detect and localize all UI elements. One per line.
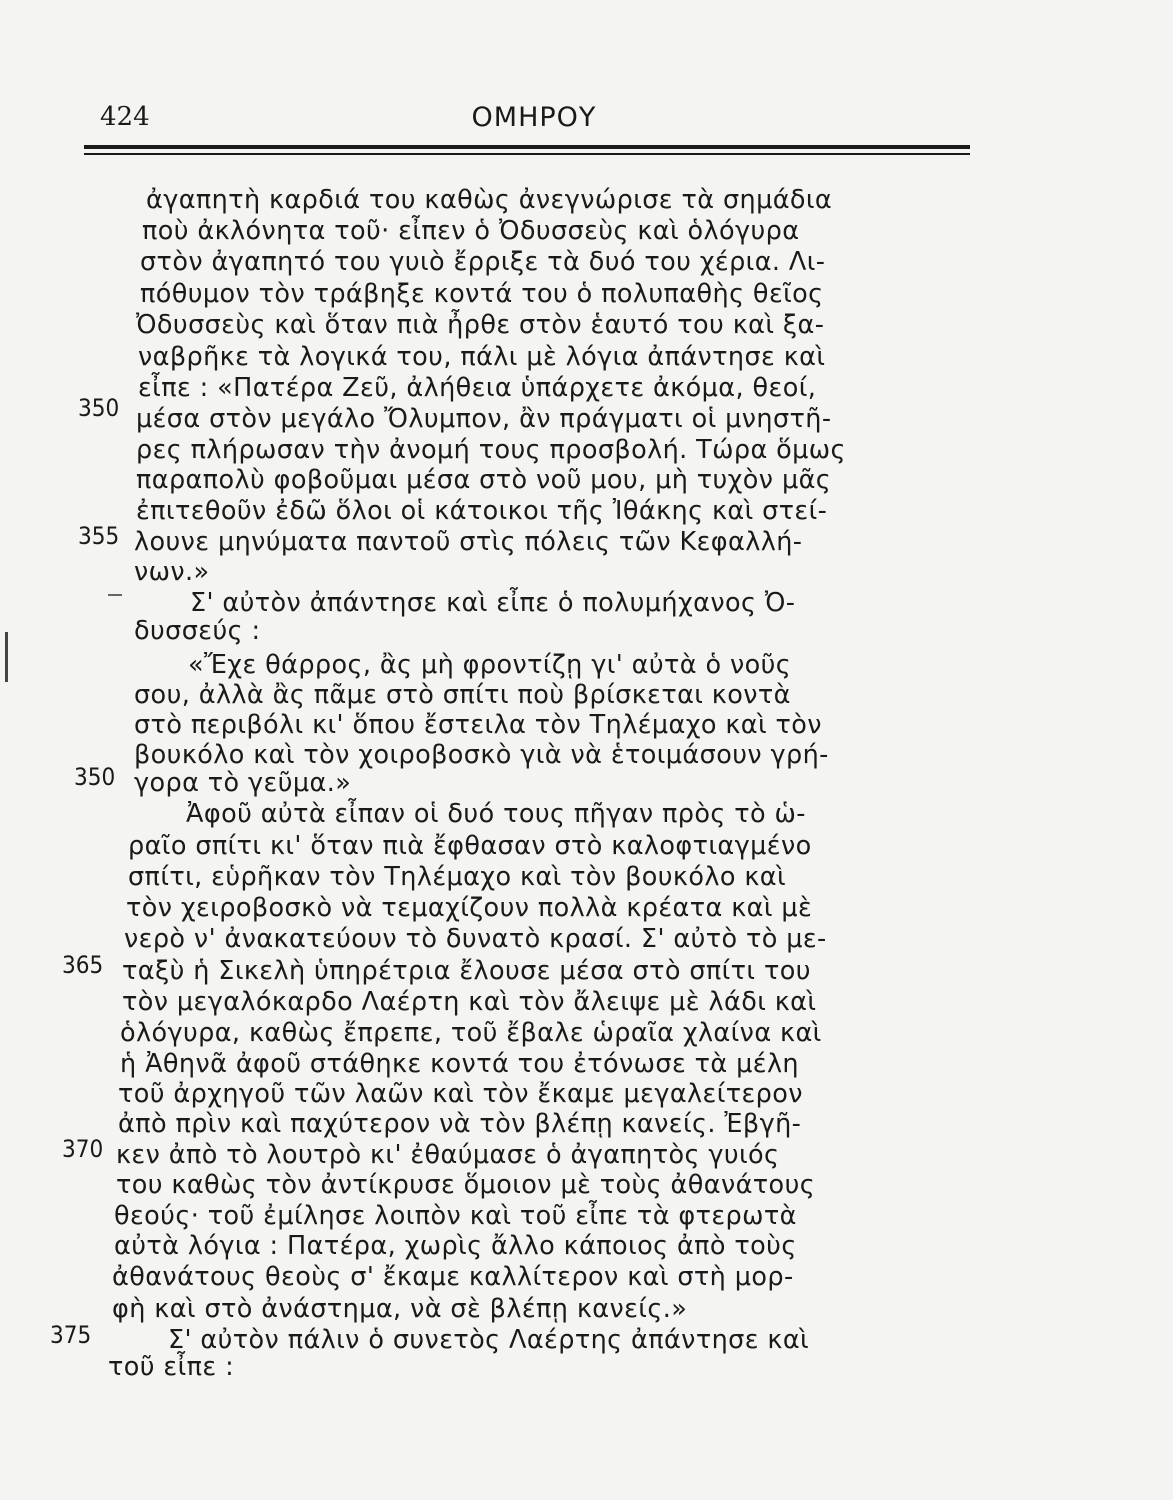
text-line: μέσα στὸν μεγάλο Ὄλυμπον, ἂν πράγματι οἱ μνηστῆ- — [136, 404, 832, 434]
text-line: ἐπιτεθοῦν ἐδῶ ὅλοι οἱ κάτοικοι τῆς Ἰθάκης καὶ στεί- — [136, 496, 828, 526]
text-line: τοῦ ἀρχηγοῦ τῶν λαῶν καὶ τὸν ἔκαμε μεγαλείτερον — [118, 1079, 803, 1109]
text-line: εἶπε : «Πατέρα Ζεῦ, ἀλήθεια ὑπάρχετε ἀκόμα, θεοί, — [138, 373, 817, 403]
text-line: ποὺ ἀκλόνητα τοῦ· εἶπεν ὁ Ὀδυσσεὺς καὶ ὁλόγυρα — [142, 216, 800, 246]
text-line: ταξὺ ἡ Σικελὴ ὑπηρέτρια ἔλουσε μέσα στὸ σπίτι του — [122, 956, 811, 986]
text-line: κεν ἀπὸ τὸ λουτρὸ κι' ἐθαύμασε ὁ ἀγαπητὸς γυιός — [116, 1140, 780, 1170]
text-line: ραῖο σπίτι κι' ὅταν πιὰ ἔφθασαν στὸ καλοφτιαγμένο — [128, 831, 812, 861]
text-line: ἀθανάτους θεοὺς σ' ἔκαμε καλλίτερον καὶ στὴ μορ- — [112, 1262, 794, 1292]
text-line: νερὸ ν' ἀνακατεύουν τὸ δυνατὸ κρασί. Σ' αὐτὸ τὸ με- — [124, 924, 827, 954]
text-line: ἀπὸ πρὶν καὶ παχύτερον νὰ τὸν βλέπῃ κανείς. Ἐβγῆ- — [118, 1109, 802, 1139]
line-number: 350 — [78, 394, 120, 422]
text-line: στὸ περιβόλι κι' ὅπου ἔστειλα τὸν Τηλέμαχο καὶ τὸν — [134, 710, 822, 740]
text-line: ἡ Ἀθηνᾶ ἀφοῦ στάθηκε κοντά του ἐτόνωσε τὰ μέλη — [120, 1049, 799, 1079]
text-line: ἀγαπητὴ καρδιά του καθὼς ἀνεγνώρισε τὰ σημάδια — [146, 185, 833, 215]
line-number: 370 — [62, 1135, 104, 1163]
text-line: τὸν μεγαλόκαρδο Λαέρτη καὶ τὸν ἄλειψε μὲ λάδι καὶ — [122, 987, 817, 1017]
text-line: γορα τὸ γεῦμα.» — [134, 768, 352, 798]
line-number: 365 — [62, 951, 104, 979]
line-number: 375 — [50, 1321, 92, 1349]
line-number: 350 — [74, 763, 116, 791]
text-line: αὐτὰ λόγια : Πατέρα, χωρὶς ἄλλο κάποιος ἀπὸ τοὺς — [114, 1231, 797, 1261]
line-number: 355 — [78, 522, 120, 550]
text-line: ὁλόγυρα, καθὼς ἔπρεπε, τοῦ ἔβαλε ὡραῖα χλαίνα καὶ — [120, 1018, 822, 1048]
text-line: λουνε μηνύματα παντοῦ στὶς πόλεις τῶν Κεφαλλή- — [134, 527, 803, 557]
margin-edge-mark — [5, 632, 22, 682]
text-line: παραπολὺ φοβοῦμαι μέσα στὸ νοῦ μου, μὴ τυχὸν μᾶς — [136, 465, 832, 495]
text-line: φὴ καὶ στὸ ἀνάστημα, νὰ σὲ βλέπῃ κανείς.» — [112, 1294, 688, 1324]
text-line: δυσσεύς : — [134, 616, 261, 646]
text-line: πόθυμον τὸν τράβηξε κοντά του ὁ πολυπαθὴς θεῖος — [140, 279, 824, 309]
running-title: ΟΜΗΡΟΥ — [471, 102, 597, 133]
page-header — [98, 100, 970, 140]
header-rule-thin — [84, 153, 970, 155]
margin-dash — [108, 594, 122, 596]
text-line: βουκόλο καὶ τὸν χοιροβοσκὸ γιὰ νὰ ἑτοιμάσουν γρή- — [134, 740, 829, 770]
text-line: τοῦ εἶπε : — [108, 1352, 235, 1382]
text-line: στὸν ἀγαπητό του γυιὸ ἔρριξε τὰ δυό του χέρια. Λι- — [140, 247, 826, 277]
text-line: Ὀδυσσεὺς καὶ ὅταν πιὰ ἦρθε στὸν ἑαυτό του καὶ ξα- — [136, 310, 825, 340]
text-line: «Ἔχε θάρρος, ἂς μὴ φροντίζῃ γι' αὐτὰ ὁ νοῦς — [188, 650, 792, 680]
text-line: Σ' αὐτὸν πάλιν ὁ συνετὸς Λαέρτης ἀπάντησε καὶ — [168, 1325, 810, 1355]
text-line: σπίτι, εὑρῆκαν τὸν Τηλέμαχο καὶ τὸν βουκόλο καὶ — [128, 862, 786, 892]
text-line: σου, ἀλλὰ ἂς πᾶμε στὸ σπίτι ποὺ βρίσκεται κοντὰ — [134, 680, 791, 710]
text-line: του καθὼς τὸν ἀντίκρυσε ὅμοιον μὲ τοὺς ἀθανάτους — [116, 1170, 816, 1200]
page-number: 424 — [100, 102, 150, 132]
text-line: τὸν χειροβοσκὸ νὰ τεμαχίζουν πολλὰ κρέατα καὶ μὲ — [126, 893, 813, 923]
text-line: ρες πλήρωσαν τὴν ἀνομή τους προσβολή. Τώρα ὅμως — [136, 435, 846, 465]
text-line: Ἀφοῦ αὐτὰ εἶπαν οἱ δυό τους πῆγαν πρὸς τὸ ὡ- — [186, 799, 806, 829]
text-line: θεούς· τοῦ ἐμίλησε λοιπὸν καὶ τοῦ εἶπε τὰ φτερωτὰ — [114, 1201, 797, 1231]
text-line: ναβρῆκε τὰ λογικά του, πάλι μὲ λόγια ἀπάντησε καὶ — [138, 342, 826, 372]
header-rule-thick — [84, 145, 970, 149]
text-line: νων.» — [134, 557, 210, 587]
text-line: Σ' αὐτὸν ἀπάντησε καὶ εἶπε ὁ πολυμήχανος Ὀ- — [190, 588, 796, 618]
